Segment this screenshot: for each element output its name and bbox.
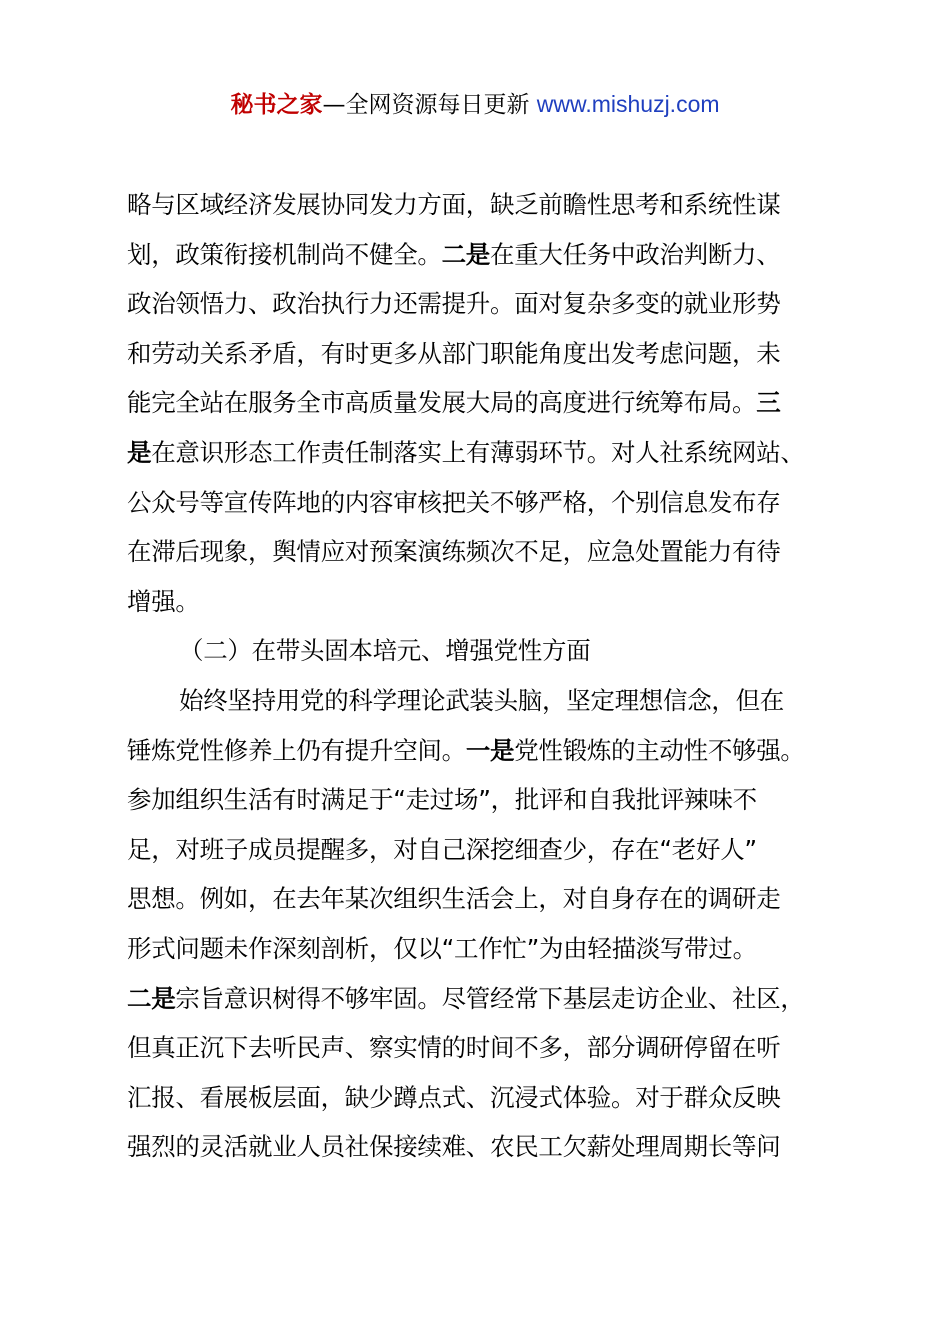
document-body: [127, 180, 847, 1172]
text-line: 政治领悟力、政治执行力还需提升。面对复杂多变的就业形势: [127, 289, 781, 319]
text-line: 参加组织生活有时满足于“走过场”，批评和自我批评辣味不: [127, 785, 757, 815]
page-header: [0, 88, 950, 121]
text-line: 始终坚持用党的科学理论武装头脑，坚定理想信念，但在: [179, 685, 784, 715]
text-line: 强烈的灵活就业人员社保接续难、农民工欠薪处理周期长等问: [127, 1132, 781, 1162]
emphasis-label: 一是: [465, 735, 515, 765]
text-line: 略与区域经济发展协同发力方面，缺乏前瞻性思考和系统性谋: [127, 190, 781, 219]
text-line: 汇报、看展板层面，缺少蹲点式、沉浸式体验。对于群众反映: [127, 1082, 781, 1112]
emphasis-label: 二是: [441, 239, 491, 269]
site-tagline: —全网资源每日更新: [322, 92, 530, 118]
text-line: 和劳动关系矛盾，有时更多从部门职能角度出发考虑问题，未: [127, 338, 781, 368]
text-line: 足，对班子成员提醒多，对自己深挖细查少，存在“老好人”: [127, 834, 757, 864]
text-line: 增强。: [127, 586, 200, 616]
text-line: 能完全站在服务全市高质量发展大局的高度进行统筹布局。三: [127, 388, 781, 418]
text-line: 是在意识形态工作责任制落实上有薄弱环节。对人社系统网站、: [127, 437, 805, 467]
text-line: 二是宗旨意识树得不够牢固。尽管经常下基层走访企业、社区，: [127, 983, 805, 1013]
emphasis-label: 二是: [127, 983, 176, 1013]
emphasis-label: 是: [127, 437, 152, 467]
section-heading: （二）在带头固本培元、增强党性方面: [179, 636, 591, 666]
text-line: 形式问题未作深刻剖析，仅以“工作忙”为由轻描淡写带过。: [127, 933, 757, 963]
site-brand: 秘书之家: [230, 92, 323, 118]
text-line: 思想。例如，在去年某次组织生活会上，对自身存在的调研走: [127, 884, 781, 914]
emphasis-label: 三: [756, 388, 781, 418]
site-url: www.mishuzj.com: [536, 91, 720, 117]
text-line: 公众号等宣传阵地的内容审核把关不够严格，个别信息发布存: [127, 487, 781, 517]
text-line: 锤炼党性修养上仍有提升空间。一是党性锻炼的主动性不够强。: [127, 735, 805, 765]
text-line: 在滞后现象，舆情应对预案演练频次不足，应急处置能力有待: [127, 537, 781, 567]
text-line: 但真正沉下去听民声、察实情的时间不多，部分调研停留在听: [127, 1033, 781, 1063]
text-line: 划，政策衔接机制尚不健全。二是在重大任务中政治判断力、: [127, 239, 781, 269]
